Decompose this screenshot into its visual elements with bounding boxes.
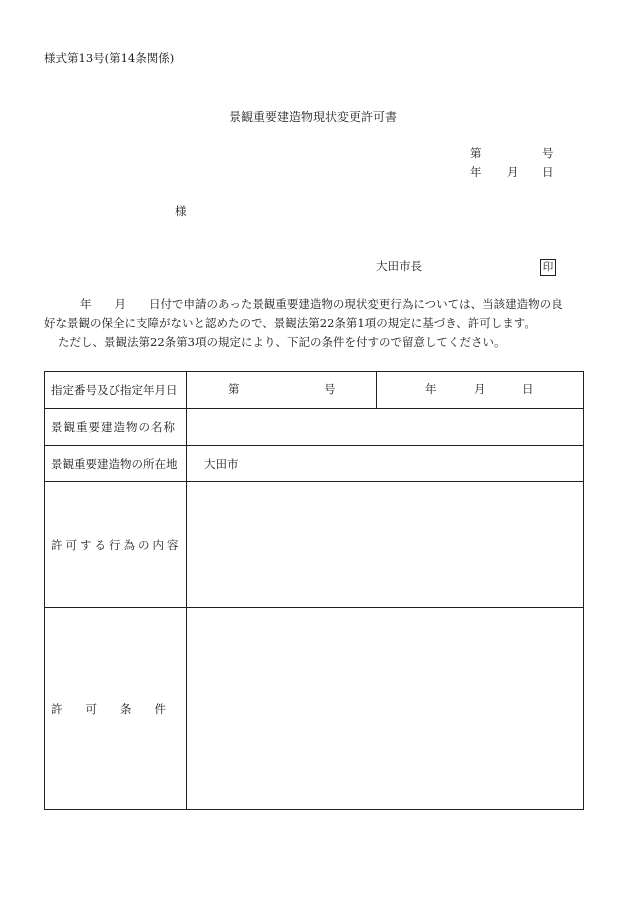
building-name-value <box>187 409 584 446</box>
label-building-location: 景観重要建造物の所在地 <box>45 446 187 482</box>
seal-mark: 印 <box>540 259 556 276</box>
form-number: 様式第13号(第14条関係) <box>44 51 175 65</box>
row-action <box>45 482 584 608</box>
addressee-suffix: 様 <box>175 204 187 218</box>
designation-date-cell <box>377 372 584 409</box>
doc-date-day: 日 <box>542 165 554 179</box>
doc-number-suffix: 号 <box>542 146 554 160</box>
label-designation: 指定番号及び指定年月日 <box>45 372 187 409</box>
document-title: 景観重要建造物現状変更許可書 <box>229 110 398 124</box>
body-line-1: 年 月 日付で申請のあった景観重要建造物の現状変更行為については、当該建造物の良 <box>80 297 563 311</box>
designation-number-cell <box>187 372 377 409</box>
doc-number-prefix: 第 <box>470 146 482 160</box>
body-line-2: 好な景観の保全に支障がないと認めたので、景観法第22条第1項の規定に基づき、許可します。 <box>44 316 536 330</box>
designation-number-suffix: 号 <box>324 382 336 396</box>
permitted-action-value <box>187 482 584 608</box>
designation-number-prefix: 第 <box>228 382 240 396</box>
permit-conditions-value <box>187 608 584 810</box>
designation-date-day: 日 <box>522 382 534 396</box>
row-conditions <box>45 608 584 810</box>
label-permit-conditions: 許 可 条 件 <box>45 608 187 810</box>
doc-date-month: 月 <box>507 165 519 179</box>
building-location-value: 大田市 <box>187 446 584 482</box>
row-name <box>45 409 584 446</box>
designation-date-month: 月 <box>474 382 486 396</box>
label-permitted-action: 許可する行為の内容 <box>45 482 187 608</box>
designation-date-year: 年 <box>425 382 437 396</box>
row-designation <box>45 372 584 409</box>
body-line-3: ただし、景観法第22条第3項の規定により、下記の条件を付すので留意してください。 <box>58 335 506 349</box>
doc-date-year: 年 <box>470 165 482 179</box>
issuer: 大田市長 <box>376 259 422 273</box>
row-location <box>45 446 584 482</box>
label-building-name: 景観重要建造物の名称 <box>45 409 187 446</box>
permit-details-table <box>44 371 584 810</box>
